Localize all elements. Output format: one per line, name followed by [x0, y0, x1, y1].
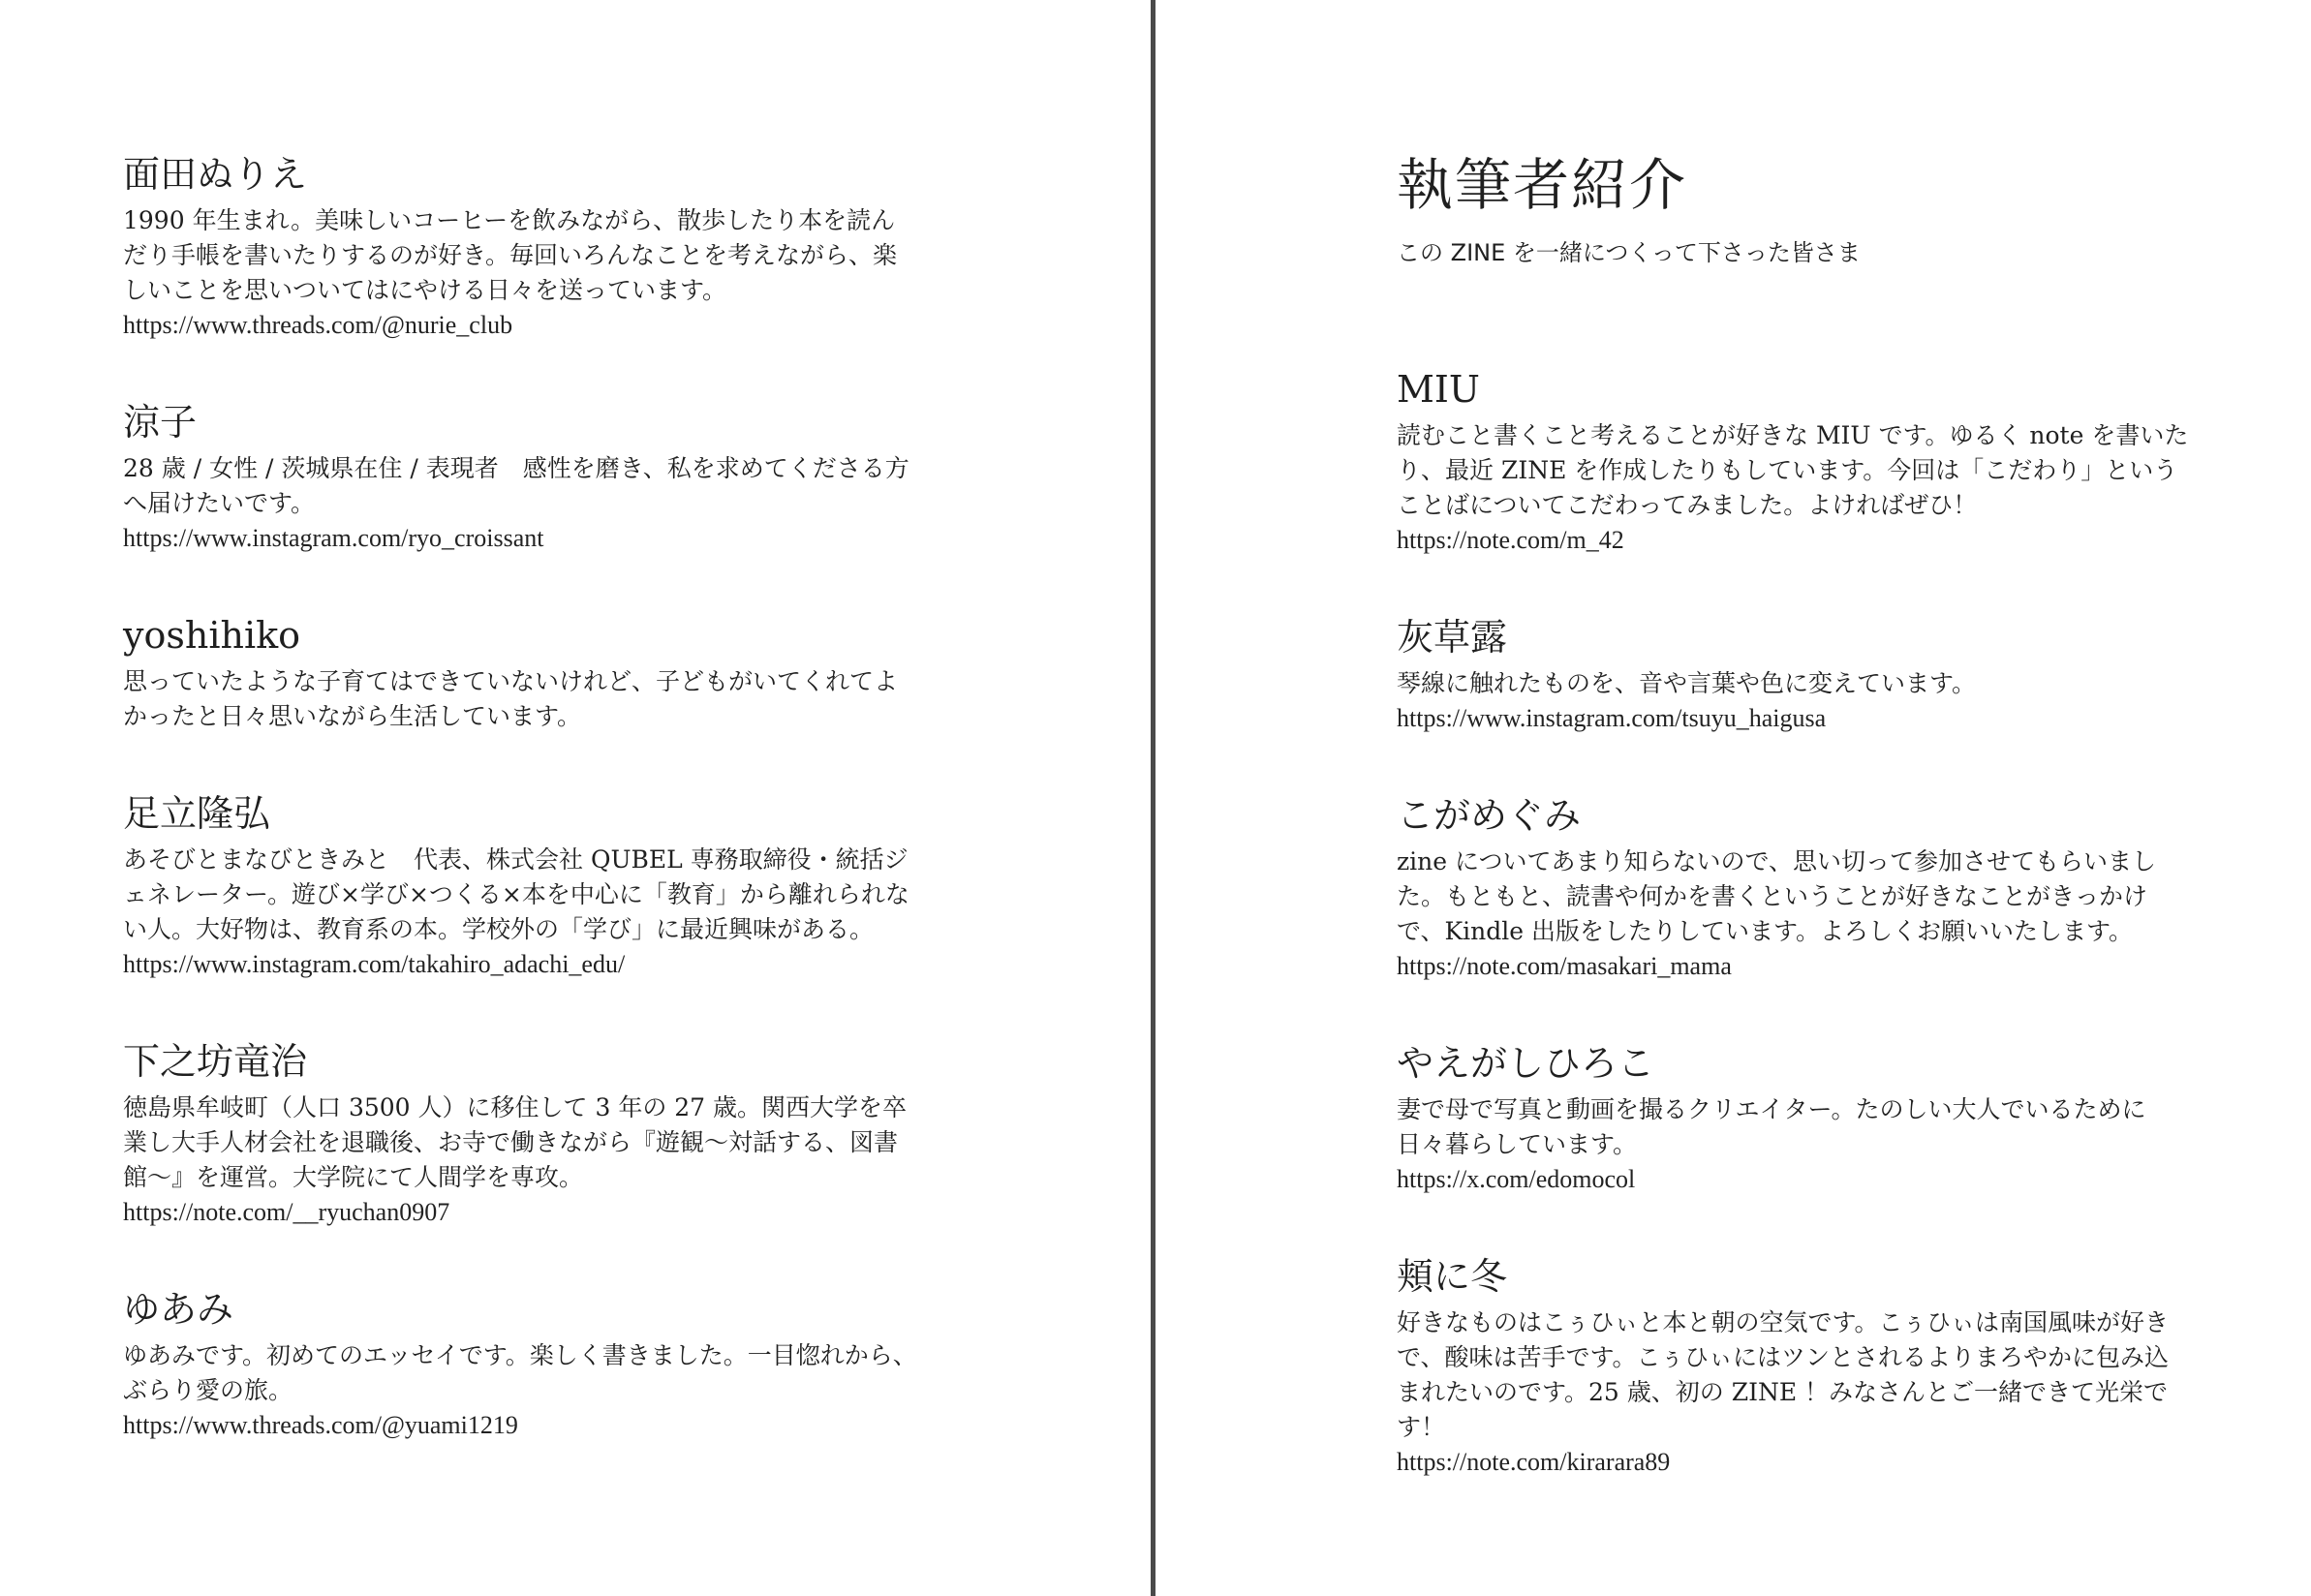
author-bio: 1990 年生まれ。美味しいコーヒーを飲みながら、散歩したり本を読んだり手帳を書いたりするのが好き。毎回いろんなことを考えながら、楽しいことを思いついてはにやける日々を送っています。 — [123, 206, 898, 304]
author-name: MIU — [1397, 368, 1480, 411]
author-bio: 28 歳 / 女性 / 茨城県在住 / 表現者 感性を磨き、私を求めてくださる方へ届けたいです。 — [123, 454, 909, 517]
page-gutter-divider — [1151, 0, 1156, 1596]
author-name: 灰草露 — [1397, 616, 1508, 659]
author-entry — [1397, 1253, 2191, 1480]
author-entry — [123, 151, 917, 343]
author-bio: 妻で母で写真と動画を撮るクリエイター。たのしい大人でいるために日々暮らしています。 — [1397, 1095, 2146, 1158]
page-title: 執筆者紹介 — [1397, 152, 1688, 218]
author-entry — [1397, 792, 2191, 984]
author-entry — [1397, 1040, 2191, 1197]
author-bio: 好きなものはこぅひぃと本と朝の空気です。こぅひぃは南国風味が好きで、酸味は苦手です。こぅひぃにはツンとされるよりまろやかに包み込まれたいのです。25 歳、初の ZINE ！みなさんとご一緒できて光栄です！ — [1397, 1308, 2170, 1441]
author-name: 涼子 — [123, 401, 198, 444]
author-bio: 読むこと書くこと考えることが好きな MIU です。ゆるく note を書いたり、最近 ZINE を作成したりもしています。今回は「こだわり」ということばについてこだわってみました。よければぜひ！ — [1397, 421, 2189, 519]
right-page — [1156, 0, 2311, 1596]
author-name: yoshihiko — [123, 614, 301, 657]
author-name: こがめぐみ — [1397, 794, 1582, 837]
author-link[interactable]: https://note.com/__ryuchan0907 — [123, 1198, 450, 1226]
author-link[interactable]: https://www.instagram.com/takahiro_adachi_edu/ — [123, 950, 626, 978]
author-entry — [1397, 614, 2191, 736]
author-entry — [123, 399, 917, 556]
author-link[interactable]: https://www.instagram.com/ryo_croissant — [123, 524, 544, 552]
page-subtitle: この ZINE を一緒につくって下さった皆さま — [1397, 239, 1861, 266]
author-link[interactable]: https://note.com/masakari_mama — [1397, 952, 1732, 980]
author-name: 頬に冬 — [1397, 1255, 1508, 1298]
author-entry — [1397, 366, 2191, 558]
author-link[interactable]: https://x.com/edomocol — [1397, 1165, 1636, 1193]
author-entry — [123, 1038, 917, 1230]
spacer — [1397, 269, 2191, 366]
author-link[interactable]: https://note.com/m_42 — [1397, 526, 1624, 554]
author-link[interactable]: https://note.com/kirarara89 — [1397, 1448, 1671, 1476]
author-name: 下之坊竜治 — [123, 1040, 308, 1083]
author-bio: 思っていたような子育てはできていないけれど、子どもがいてくれてよかったと日々思いながら生活しています。 — [123, 667, 899, 730]
author-link[interactable]: https://www.threads.com/@yuami1219 — [123, 1411, 518, 1439]
author-name: やえがしひろこ — [1397, 1042, 1655, 1085]
author-name: 足立隆弘 — [123, 792, 271, 835]
author-link[interactable]: https://www.instagram.com/tsuyu_haigusa — [1397, 704, 1827, 732]
left-page — [0, 0, 1151, 1596]
author-bio: 琴線に触れたものを、音や言葉や色に変えています。 — [1397, 669, 1977, 697]
author-name: 面田ぬりえ — [123, 153, 308, 196]
author-entry — [123, 790, 917, 982]
author-bio: ゆあみです。初めてのエッセイです。楽しく書きました。一目惚れから、ぶらり愛の旅。 — [123, 1341, 917, 1404]
right-author-list — [1397, 151, 2191, 1536]
author-entry — [123, 612, 917, 734]
author-name: ゆあみ — [123, 1288, 234, 1331]
left-author-list — [123, 151, 917, 1499]
author-bio: 徳島県牟岐町（人口 3500 人）に移住して 3 年の 27 歳。関西大学を卒業し大手人材会社を退職後、お寺で働きながら『遊観〜対話する、図書館〜』を運営。大学院にて人間学を専攻。 — [123, 1093, 908, 1191]
author-entry — [123, 1286, 917, 1443]
author-bio: あそびとまなびときみと 代表、株式会社 QUBEL 専務取締役・統括ジェネレーター。遊び×学び×つくる×本を中心に「教育」から離れられない人。大好物は、教育系の本。学校外の「学び」に最近興味がある。 — [123, 845, 909, 943]
author-bio: zine についてあまり知らないので、思い切って参加させてもらいました。もともと、読書や何かを書くということが好きなことがきっかけで、Kindle 出版をしたりしています。よろしくお願いいたします。 — [1397, 847, 2157, 945]
author-link[interactable]: https://www.threads.com/@nurie_club — [123, 311, 513, 339]
